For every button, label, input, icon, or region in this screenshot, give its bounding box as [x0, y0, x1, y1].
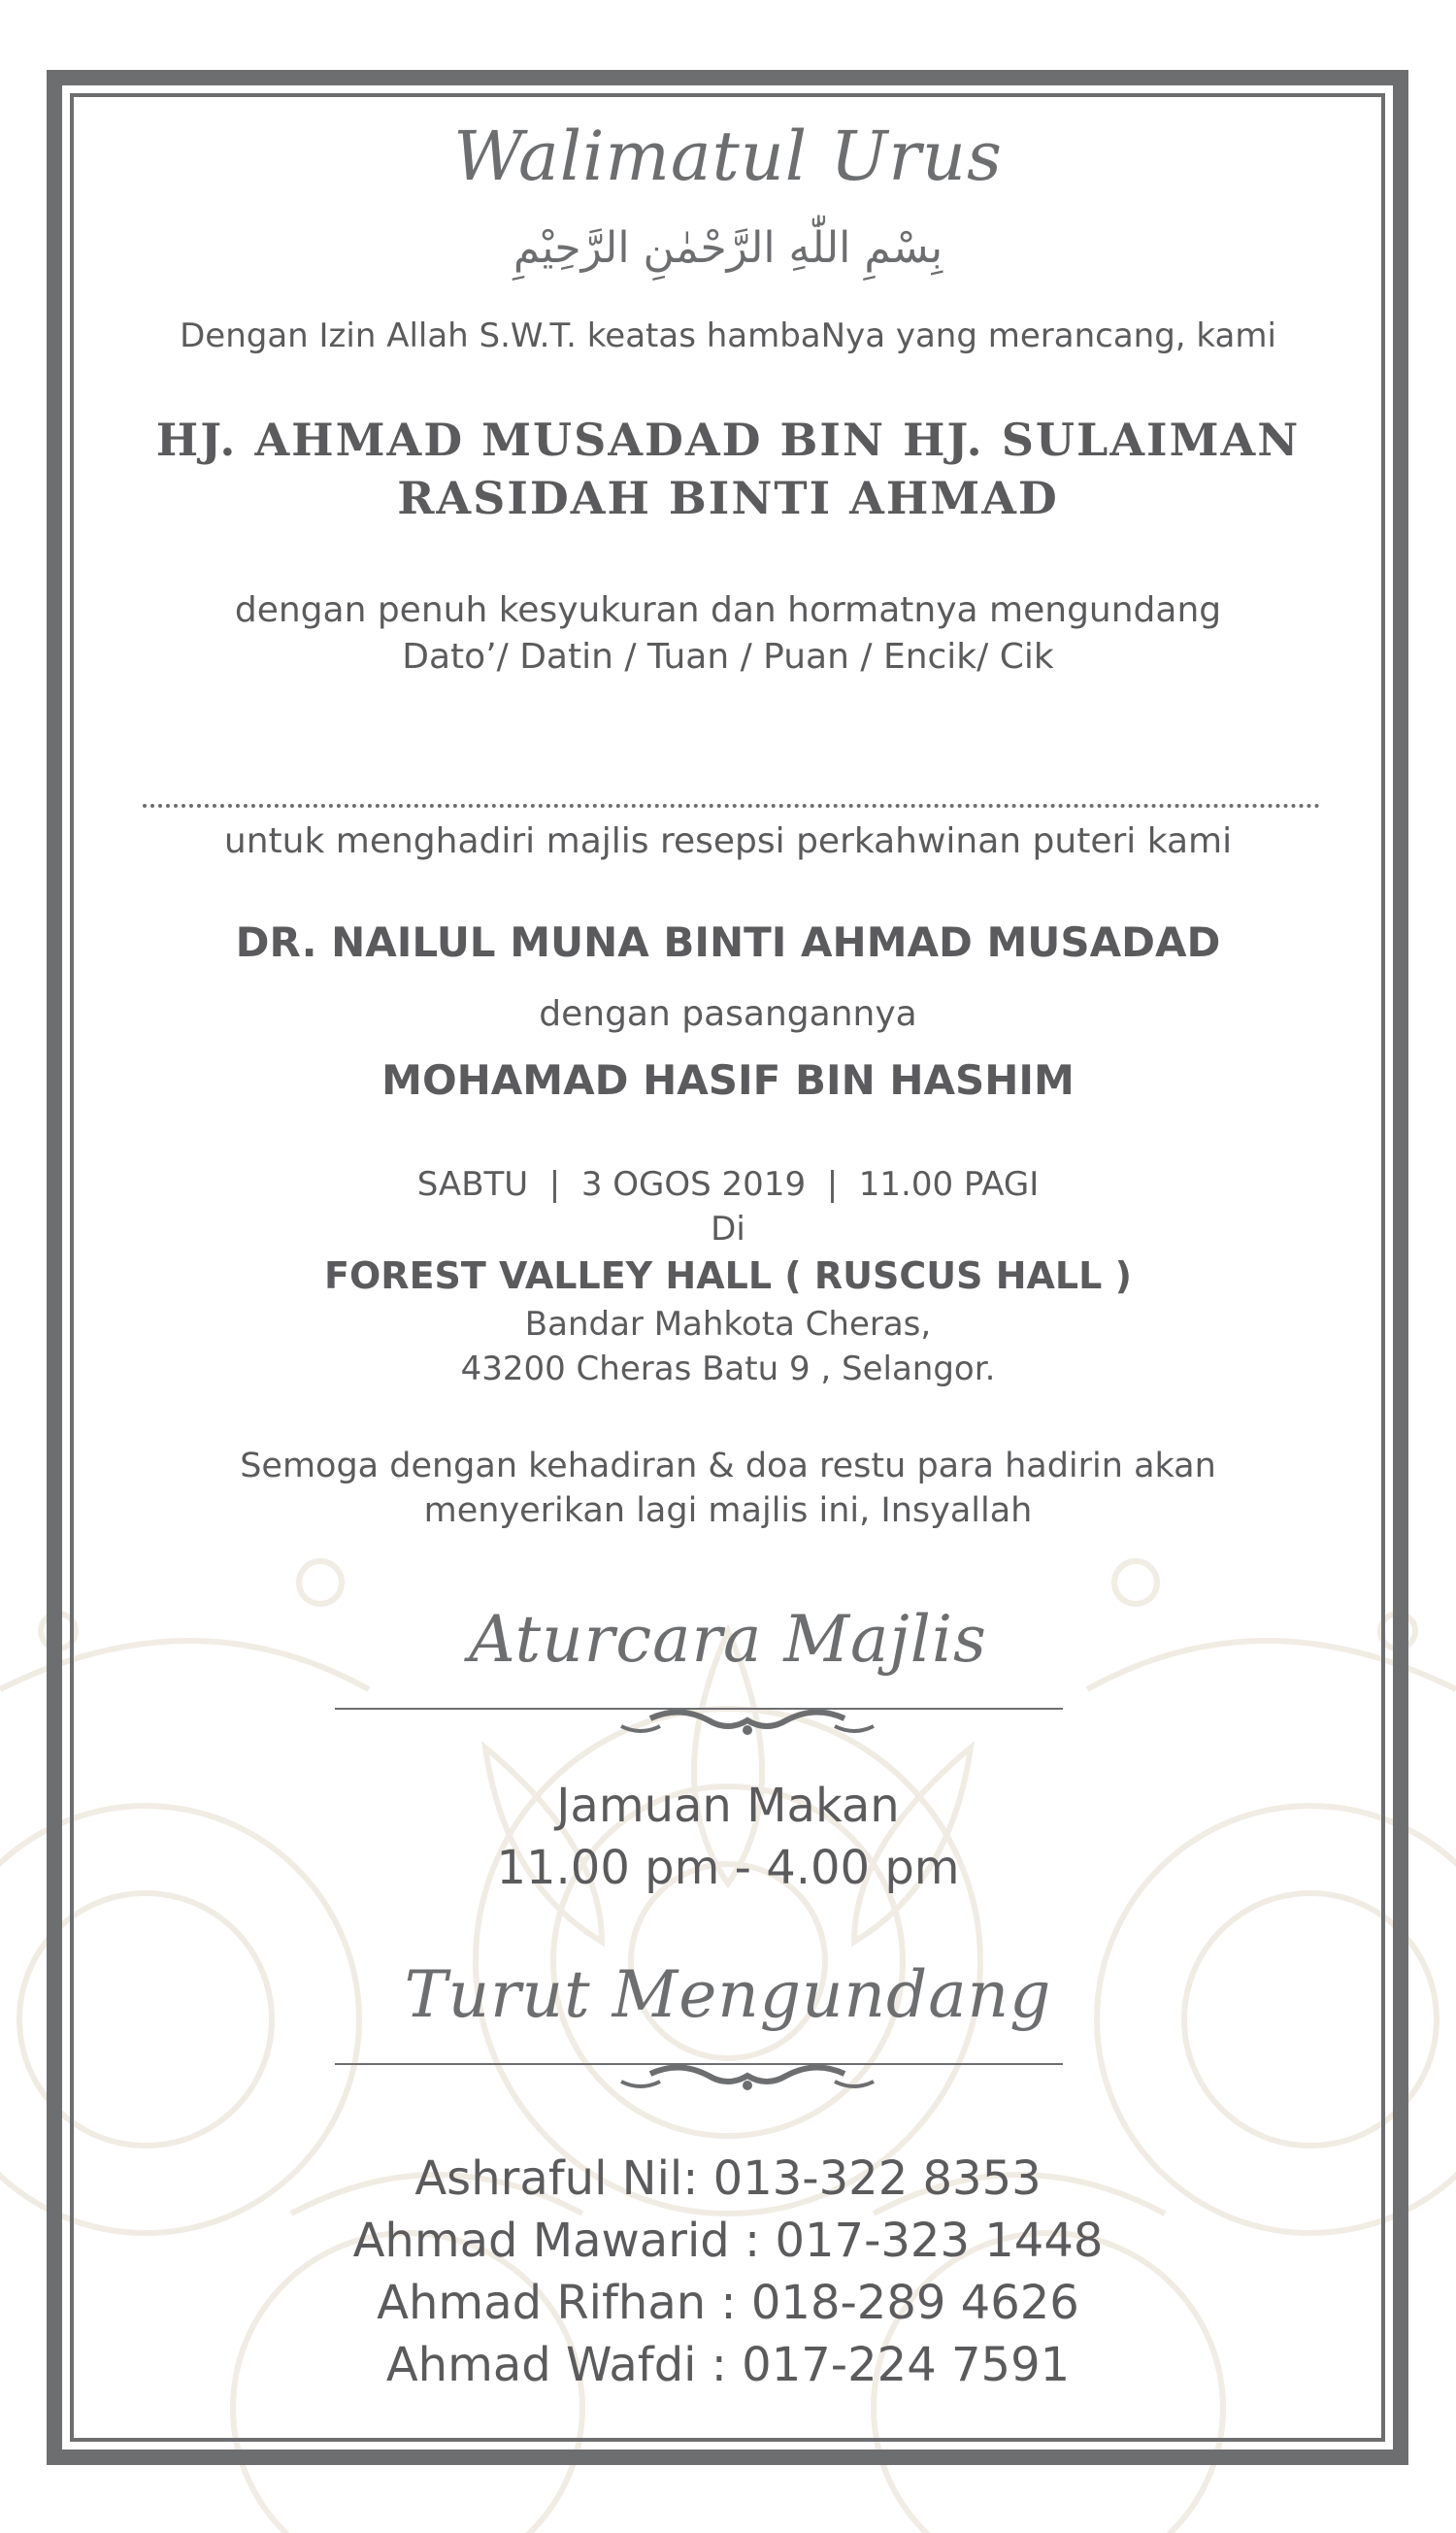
- contact-item: Ahmad Rifhan : 018-289 4626: [377, 2276, 1079, 2330]
- venue-name: FOREST VALLEY HALL ( RUSCUS HALL ): [324, 1254, 1132, 1297]
- invite-line-2: Dato’/ Datin / Tuan / Puan / Encik/ Cik: [402, 637, 1054, 677]
- intro-text: Dengan Izin Allah S.W.T. keatas hambaNya yang merancang, kami: [180, 317, 1276, 355]
- host-father-name: HJ. AHMAD MUSADAD BIN HJ. SULAIMAN: [155, 414, 1301, 466]
- closing-line-1: Semoga dengan kehadiran & doa restu para hadirin akan: [240, 1447, 1216, 1485]
- venue-address-1: Bandar Mahkota Cheras,: [524, 1305, 932, 1344]
- contact-item: Ashraful Nil: 013-322 8353: [414, 2151, 1042, 2206]
- bride-name: DR. NAILUL MUNA BINTI AHMAD MUSADAD: [235, 918, 1221, 966]
- basmalah-calligraphy: بِسْمِ اللّٰهِ الرَّحْمٰنِ الرَّحِيْمِ: [513, 223, 943, 273]
- event-at: Di: [711, 1210, 745, 1249]
- invite-line-1: dengan penuh kesyukuran dan hormatnya mengundang: [234, 590, 1222, 630]
- scroll-ornament-divider-2: [78, 2052, 1378, 2101]
- invite-purpose: untuk menghadiri majlis resepsi perkahwinan puteri kami: [223, 821, 1233, 861]
- event-datetime: SABTU | 3 OGOS 2019 | 11.00 PAGI: [416, 1165, 1040, 1204]
- venue-address-2: 43200 Cheras Batu 9 , Selangor.: [460, 1350, 996, 1388]
- contacts-heading: Turut Mengundang: [404, 1957, 1052, 2032]
- schedule-item: Jamuan Makan: [556, 1779, 900, 1833]
- closing-line-2: menyerikan lagi majlis ini, Insyallah: [423, 1491, 1033, 1530]
- groom-name: MOHAMAD HASIF BIN HASHIM: [381, 1056, 1075, 1104]
- contact-item: Ahmad Wafdi : 017-224 7591: [385, 2338, 1071, 2392]
- guest-name-dotted-line: [143, 804, 1320, 808]
- contact-item: Ahmad Mawarid : 017-323 1448: [352, 2214, 1104, 2268]
- host-mother-name: RASIDAH BINTI AHMAD: [397, 472, 1059, 524]
- scroll-ornament-divider: [78, 1697, 1378, 1746]
- schedule-heading: Aturcara Majlis: [469, 1602, 987, 1677]
- invitation-title: Walimatul Urus: [453, 117, 1003, 196]
- couple-connector: dengan pasangannya: [539, 994, 917, 1034]
- schedule-time: 11.00 pm - 4.00 pm: [496, 1841, 960, 1895]
